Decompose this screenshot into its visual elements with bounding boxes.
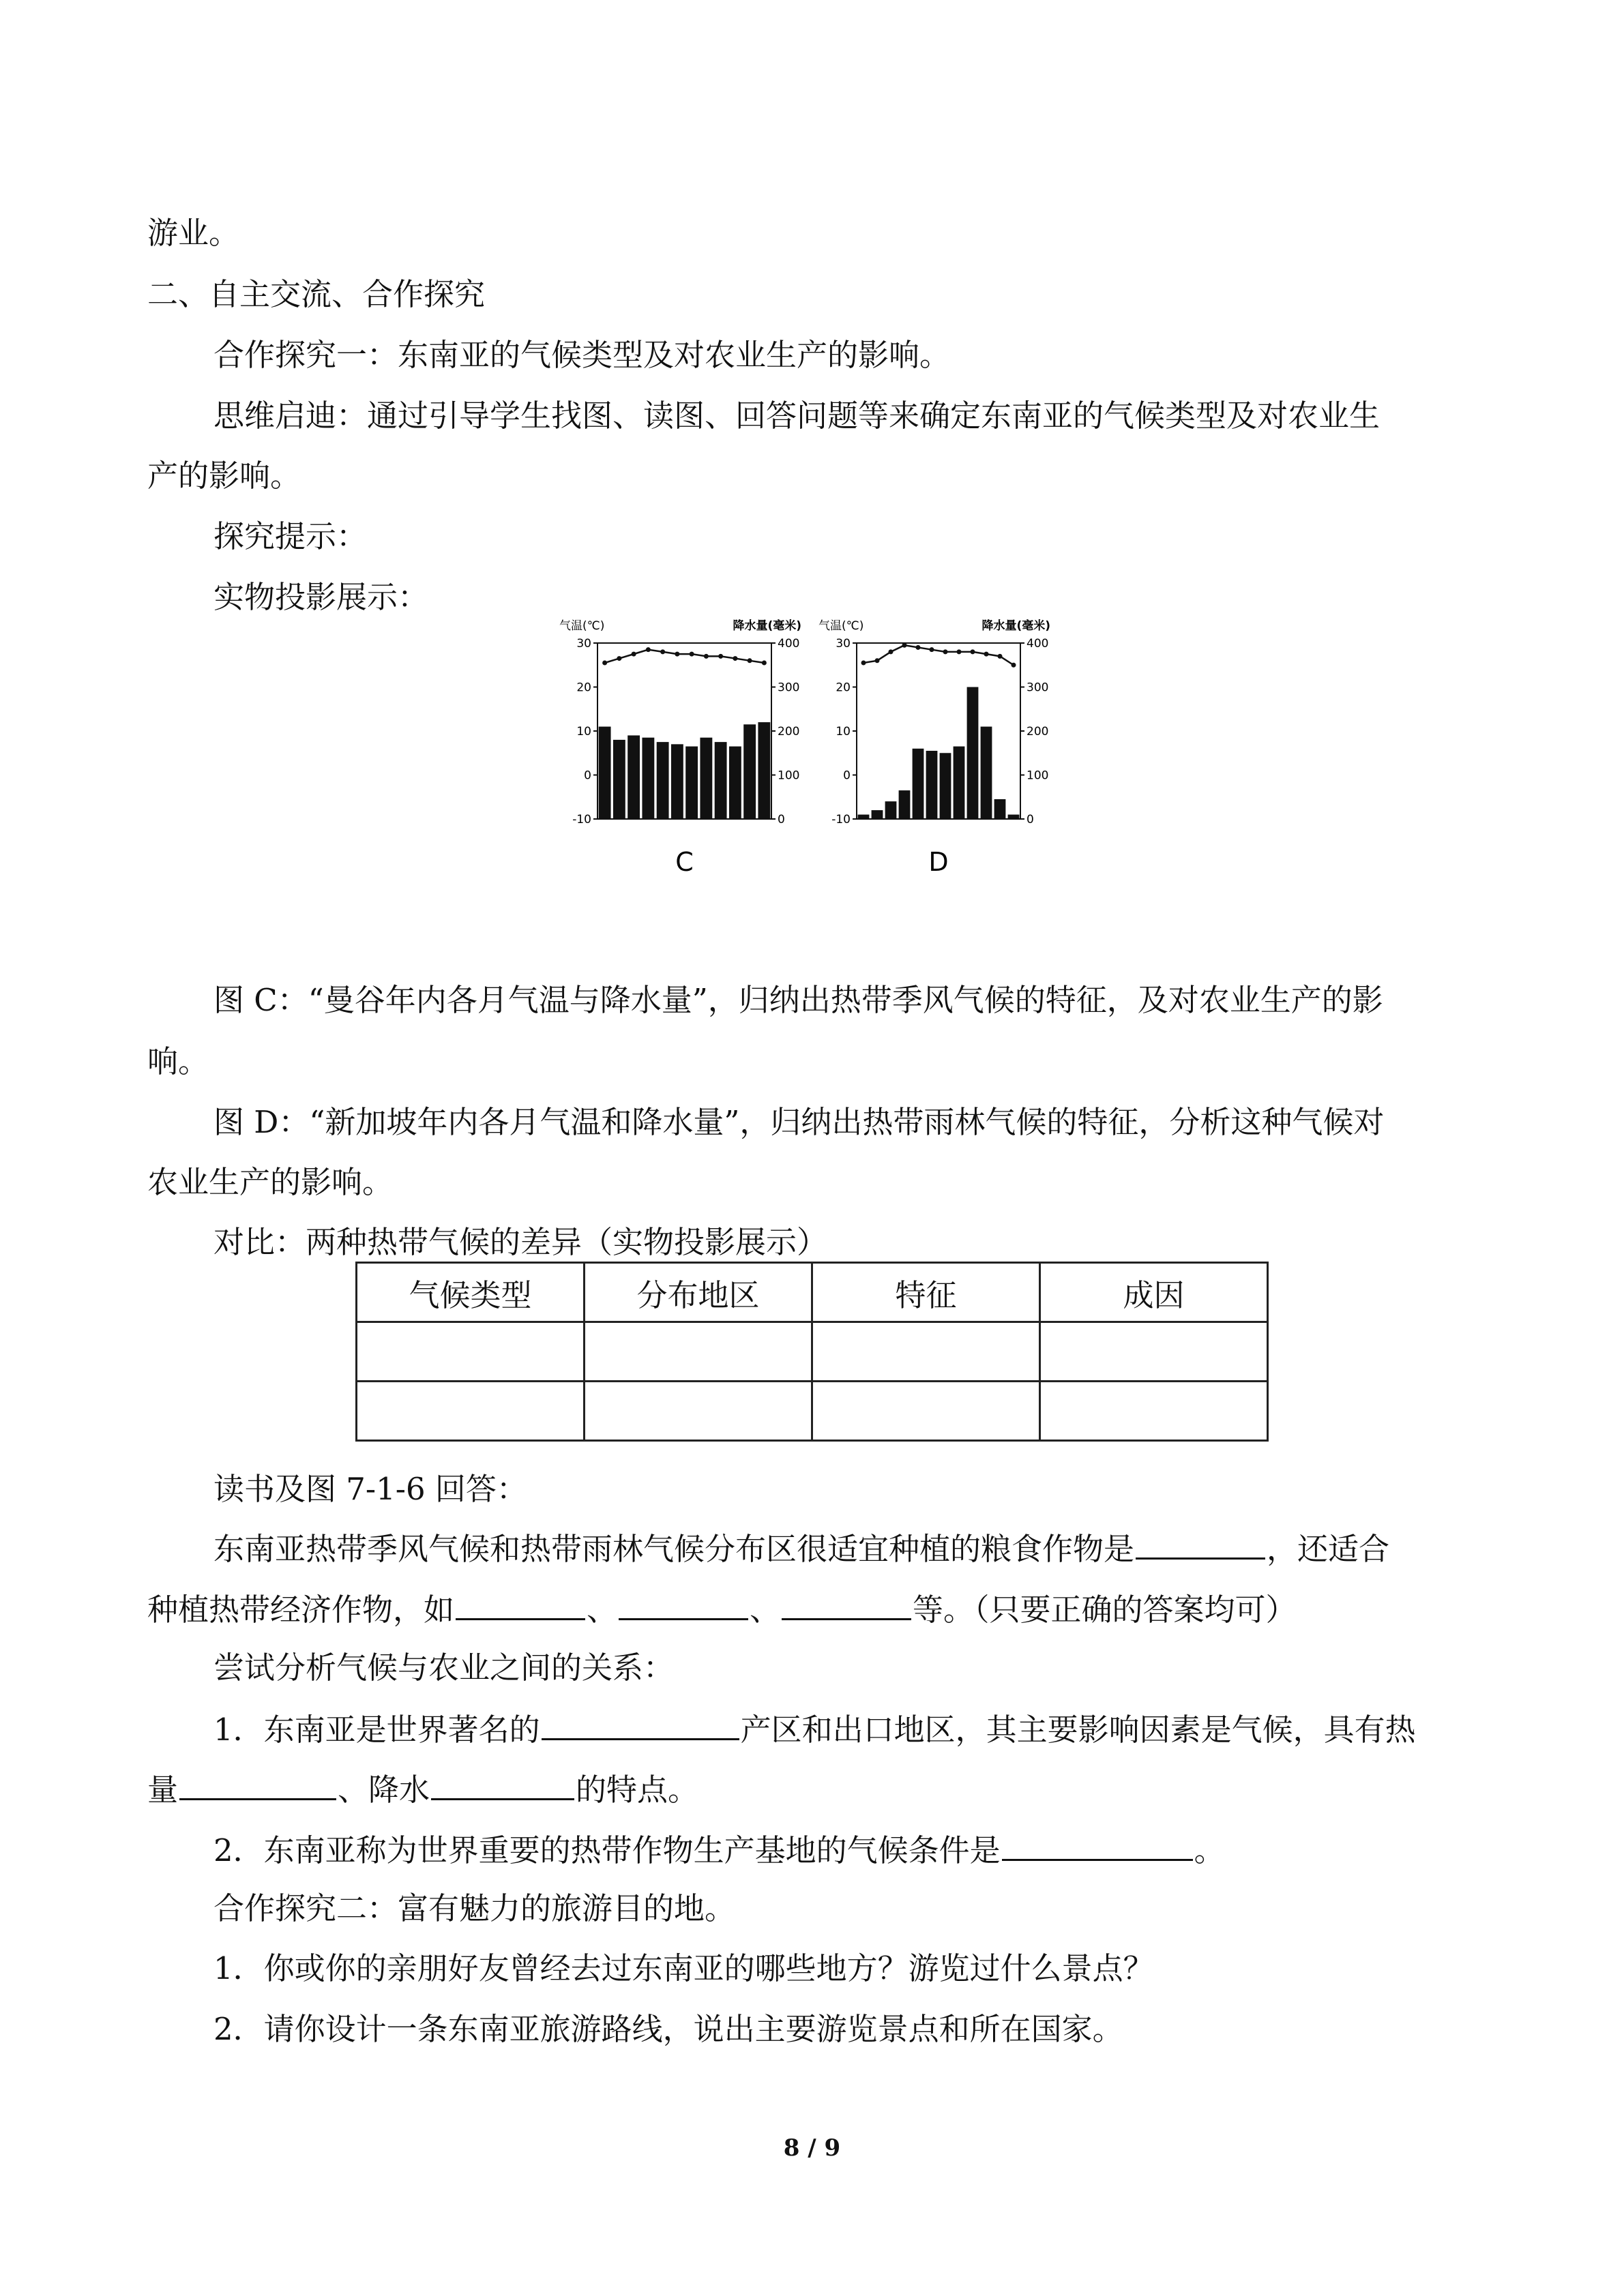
tick-label-right: 300 [778, 681, 800, 695]
chart-caption: D [928, 847, 949, 877]
text-line-12: 对比：两种热带气候的差异（实物投影展示） [213, 1224, 828, 1260]
precipitation-bar [954, 747, 965, 819]
text-line-22: 2．请你设计一条东南亚旅游路线，说出主要游览景点和所在国家。 [213, 2011, 1123, 2047]
precipitation-bar [599, 727, 611, 819]
precipitation-bar [671, 744, 683, 819]
text-line-20: 合作探究二：富有魅力的旅游目的地。 [213, 1890, 736, 1926]
table-cell [585, 1382, 812, 1441]
table-cell [357, 1382, 585, 1441]
climate-chart-c [559, 610, 801, 883]
temperature-point [875, 658, 880, 663]
text-segment: 2．东南亚称为世界重要的热带作物生产基地的气候条件是 [213, 1832, 1001, 1868]
y-axis-right-label: 降水量(毫米) [733, 619, 801, 633]
y-axis-left-label: 气温(℃) [818, 619, 864, 633]
table-cell [585, 1322, 812, 1382]
temperature-point [943, 649, 948, 654]
temperature-point [632, 652, 636, 657]
page-number: 8 / 9 [783, 2134, 841, 2162]
precipitation-bar [899, 790, 911, 819]
tick-label-left: 20 [576, 681, 591, 695]
precipitation-bar [685, 747, 698, 819]
precipitation-bar [642, 738, 654, 819]
text-line-5: 产的影响。 [147, 458, 301, 494]
precipitation-bar [628, 735, 640, 819]
answer-blank[interactable] [1136, 1526, 1265, 1560]
precipitation-bar [940, 753, 951, 819]
precipitation-bar [613, 740, 625, 819]
answer-blank[interactable] [542, 1707, 739, 1740]
temperature-point [690, 652, 694, 657]
temperature-point [762, 661, 767, 666]
text-segment: 产区和出口地区，其主要影响因素是气候，具有热 [740, 1712, 1416, 1748]
precipitation-bar [715, 742, 727, 819]
table-header-row [357, 1263, 1268, 1322]
text-segment: 、降水 [338, 1772, 430, 1808]
table-cell [1040, 1382, 1268, 1441]
table-header-cell: 特征 [812, 1263, 1040, 1322]
temperature-point [646, 647, 651, 652]
answer-blank[interactable] [431, 1767, 574, 1800]
temperature-line [863, 645, 1014, 665]
text-line-1: 游业。 [147, 215, 240, 251]
y-axis-right-label: 降水量(毫米) [981, 619, 1050, 633]
precipitation-bar [926, 751, 938, 819]
answer-blank[interactable] [456, 1587, 585, 1620]
precipitation-bar [700, 738, 712, 819]
tick-label-left: 30 [576, 637, 591, 651]
precipitation-bar [967, 687, 979, 820]
table-header-cell: 气候类型 [357, 1263, 585, 1322]
tick-label-left: -10 [572, 813, 591, 826]
table-row [357, 1322, 1268, 1382]
table-cell [357, 1322, 585, 1382]
text-line-16: 尝试分析气候与农业之间的关系： [213, 1650, 675, 1686]
tick-label-left: 30 [836, 637, 851, 651]
tick-label-left: 10 [576, 725, 591, 739]
tick-label-right: 400 [1027, 637, 1049, 651]
temperature-point [704, 654, 709, 659]
tick-label-left: 20 [836, 681, 851, 695]
precipitation-bar [743, 724, 756, 819]
table-row [357, 1382, 1268, 1441]
temperature-point [971, 649, 975, 654]
text-line-17 [213, 1707, 1416, 1750]
precipitation-bar [981, 727, 992, 819]
text-line-3: 合作探究一：东南亚的气候类型及对农业生产的影响。 [213, 337, 951, 373]
text-segment: 1．东南亚是世界著名的 [213, 1712, 540, 1748]
precipitation-bar [994, 799, 1006, 819]
table-cell [812, 1322, 1040, 1382]
temperature-point [957, 649, 962, 654]
climate-chart-d [818, 610, 1057, 883]
table-cell [1040, 1322, 1268, 1382]
text-line-4: 思维启迪：通过引导学生找图、读图、回答问题等来确定东南亚的气候类型及对农业生 [213, 398, 1381, 434]
text-line-11: 农业生产的影响。 [147, 1164, 394, 1200]
temperature-point [984, 652, 989, 657]
precipitation-bar [729, 747, 741, 819]
temperature-point [998, 654, 1003, 659]
tick-label-right: 100 [1027, 769, 1049, 783]
temperature-point [748, 658, 752, 663]
tick-label-right: 300 [1027, 681, 1049, 695]
answer-blank[interactable] [782, 1587, 911, 1620]
plot-frame [857, 643, 1020, 819]
temperature-point [1012, 663, 1016, 668]
y-axis-left-label: 气温(℃) [559, 619, 605, 633]
answer-blank[interactable] [179, 1767, 336, 1800]
precipitation-bar [1008, 815, 1020, 819]
tick-label-left: 0 [843, 769, 851, 783]
text-segment: 、 [587, 1592, 618, 1628]
temperature-point [675, 652, 679, 657]
tick-label-left: 0 [584, 769, 591, 783]
tick-label-left: 10 [836, 725, 851, 739]
tick-label-right: 400 [778, 637, 800, 651]
tick-label-right: 100 [778, 769, 800, 783]
text-line-21: 1．你或你的亲朋好友曾经去过东南亚的哪些地方？游览过什么景点？ [213, 1950, 1154, 1986]
tick-label-left: -10 [831, 813, 851, 826]
temperature-point [733, 656, 737, 661]
table-header-cell: 分布地区 [585, 1263, 812, 1322]
precipitation-bar [913, 749, 924, 819]
text-segment: 、 [750, 1592, 781, 1628]
temperature-point [916, 645, 921, 650]
text-segment: 量 [147, 1772, 179, 1808]
tick-label-right: 200 [778, 725, 800, 739]
temperature-point [602, 661, 607, 666]
tick-label-right: 200 [1027, 725, 1049, 739]
table-header-cell: 成因 [1040, 1263, 1268, 1322]
temperature-point [718, 654, 723, 659]
text-segment: 东南亚热带季风气候和热带雨林气候分布区很适宜种植的粮食作物是 [213, 1531, 1135, 1567]
temperature-point [617, 656, 621, 661]
text-line-13: 读书及图 7-1-6 回答： [213, 1471, 527, 1507]
answer-blank[interactable] [1002, 1828, 1193, 1861]
precipitation-bar [872, 810, 883, 819]
chart-caption: C [675, 847, 694, 877]
text-line-14 [213, 1526, 1389, 1570]
precipitation-bar [758, 722, 770, 819]
temperature-point [930, 647, 934, 652]
temperature-line [605, 650, 765, 663]
temperature-point [902, 643, 907, 648]
answer-blank[interactable] [619, 1587, 748, 1620]
text-segment: ，还适合 [1267, 1531, 1390, 1567]
text-line-18 [147, 1767, 698, 1810]
text-line-6: 探究提示： [213, 518, 368, 554]
text-line-7: 实物投影展示： [213, 579, 429, 615]
text-line-10: 图 D：“新加坡年内各月气温和降水量”，归纳出热带雨林气候的特征，分析这种气候对 [213, 1104, 1385, 1140]
temperature-point [889, 649, 894, 654]
text-line-8: 图 C：“曼谷年内各月气温与降水量”，归纳出热带季风气候的特征，及对农业生产的影 [213, 982, 1383, 1018]
text-segment: 种植热带经济作物，如 [147, 1592, 455, 1628]
precipitation-bar [858, 815, 870, 819]
text-segment: 的特点。 [576, 1772, 699, 1808]
comparison-table [355, 1262, 1269, 1442]
temperature-point [660, 649, 665, 654]
precipitation-bar [657, 742, 669, 819]
text-segment: 。 [1194, 1832, 1225, 1868]
text-line-19 [213, 1828, 1225, 1871]
precipitation-bar [885, 801, 897, 819]
text-line-15 [147, 1587, 1297, 1630]
table-cell [812, 1382, 1040, 1441]
tick-label-right: 0 [778, 813, 785, 826]
tick-label-right: 0 [1027, 813, 1034, 826]
temperature-point [861, 661, 866, 666]
text-segment: 等。（只要正确的答案均可） [913, 1592, 1297, 1628]
text-line-9: 响。 [147, 1043, 209, 1079]
section-heading: 二、自主交流、合作探究 [147, 276, 486, 312]
